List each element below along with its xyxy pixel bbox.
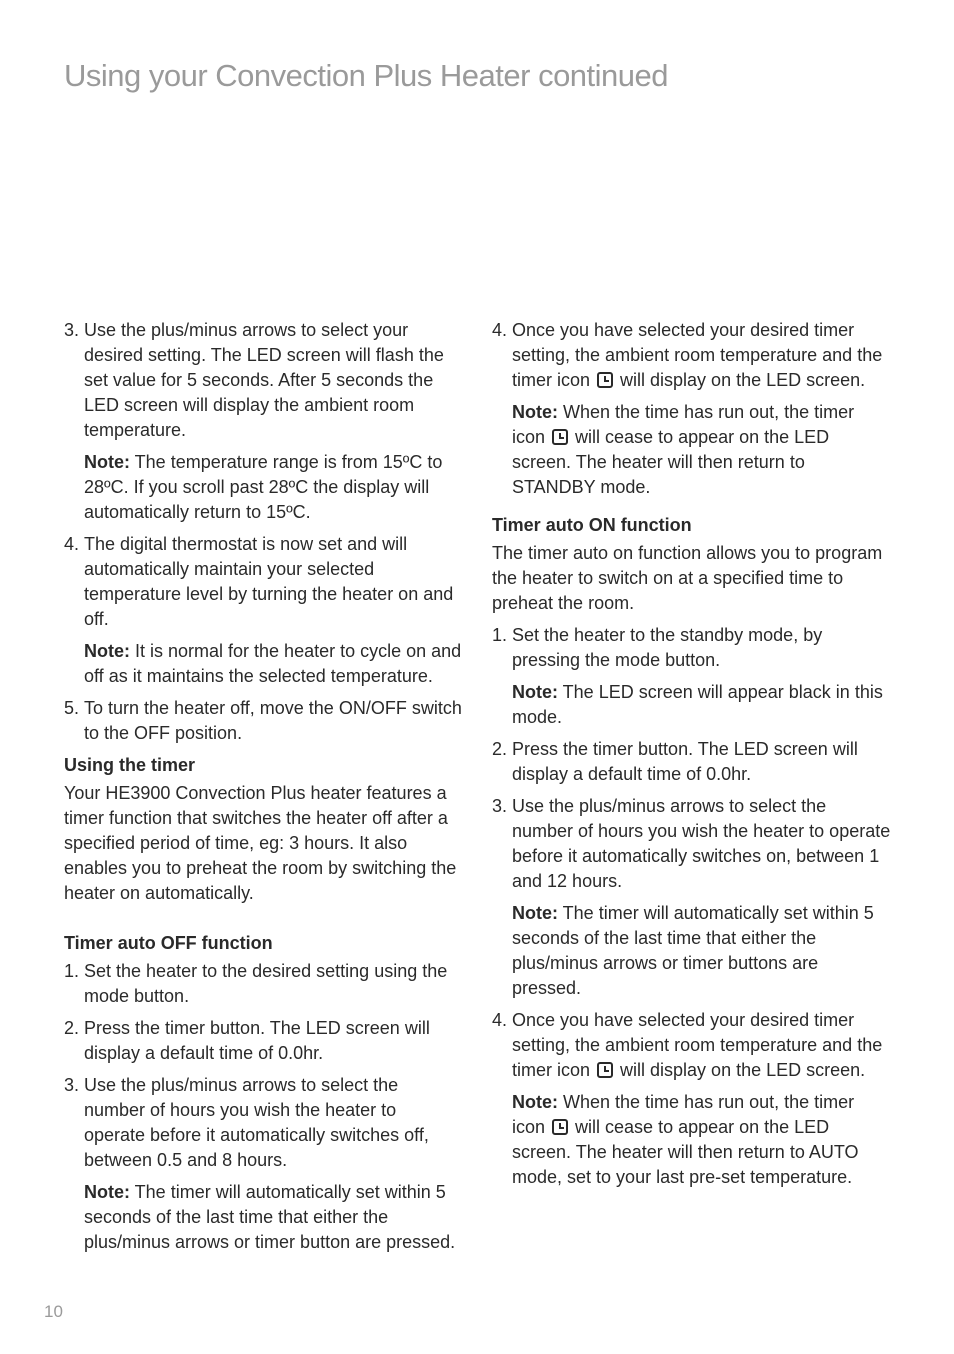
list-item bbox=[64, 696, 462, 746]
item-text: Once you have selected your desired timer setting, the ambient room temperature and the timer icon will display on the LED screen. bbox=[512, 320, 883, 390]
note: Note: When the time has run out, the timer icon will cease to appear on the LED screen. The heater will then return to AUTO mode, set to your last pre-set temperature. bbox=[512, 1092, 859, 1187]
item-text: Press the timer button. The LED screen will display a default time of 0.0hr. bbox=[84, 1018, 430, 1063]
list-item bbox=[492, 794, 892, 894]
item-text: Use the plus/minus arrows to select your desired setting. The LED screen will flash the set value for 5 seconds. After 5 seconds the LED screen will display the ambient room temperature. bbox=[84, 320, 444, 440]
note-text: The timer will automatically set within 5 seconds of the last time that either the plus/minus arrows or timer button are pressed. bbox=[84, 1182, 456, 1252]
note-label: Note: bbox=[512, 682, 558, 702]
list-item bbox=[64, 1016, 462, 1066]
note-text: The temperature range is from 15ºC to 28ºC. If you scroll past 28ºC the display will automatically return to 15ºC. bbox=[84, 452, 443, 522]
item-text: Use the plus/minus arrows to select the number of hours you wish the heater to operate before it automatically switches off, between 0.5 and 8 hours. bbox=[84, 1075, 429, 1170]
list-item bbox=[64, 959, 462, 1009]
note-label: Note: bbox=[84, 452, 130, 472]
clock-icon bbox=[597, 372, 613, 388]
item-number: 1. bbox=[492, 625, 508, 645]
item-number: 4. bbox=[492, 320, 508, 340]
note: Note: When the time has run out, the timer icon will cease to appear on the LED screen. The heater will then return to STANDBY mode. bbox=[512, 402, 855, 497]
note-label: Note: bbox=[84, 1182, 130, 1202]
paragraph: Your HE3900 Convection Plus heater features a timer function that switches the heater off after a specified period of time, eg: 3 hours. It also enables you to preheat the room by switching the heater on automatically. bbox=[64, 783, 457, 903]
item-number: 1. bbox=[64, 961, 80, 981]
section-heading-using-timer: Using the timer bbox=[64, 755, 196, 775]
note-label: Note: bbox=[512, 402, 558, 422]
list-item bbox=[492, 623, 892, 673]
list-item bbox=[64, 318, 462, 443]
list-item bbox=[64, 532, 462, 632]
list-item bbox=[64, 1073, 462, 1173]
note-text: The timer will automatically set within 5 seconds of the last time that either the plus/minus arrows or timer buttons are pressed. bbox=[512, 903, 874, 998]
clock-icon bbox=[597, 1062, 613, 1078]
note-text: The LED screen will appear black in this mode. bbox=[512, 682, 883, 727]
list-item bbox=[492, 318, 892, 393]
item-text: The digital thermostat is now set and will automatically maintain your selected temperature level by turning the heater on and off. bbox=[84, 534, 454, 629]
note-label: Note: bbox=[512, 903, 558, 923]
item-text: Set the heater to the standby mode, by pressing the mode button. bbox=[512, 625, 823, 670]
section-heading-auto-on: Timer auto ON function bbox=[492, 515, 692, 535]
note-label: Note: bbox=[84, 641, 130, 661]
note bbox=[512, 680, 892, 730]
item-text: Set the heater to the desired setting using the mode button. bbox=[84, 961, 448, 1006]
item-number: 2. bbox=[492, 739, 508, 759]
item-number: 3. bbox=[64, 320, 80, 340]
clock-icon bbox=[552, 429, 568, 445]
note-label: Note: bbox=[512, 1092, 558, 1112]
paragraph: The timer auto on function allows you to program the heater to switch on at a specified time to preheat the room. bbox=[492, 543, 883, 613]
clock-icon bbox=[552, 1119, 568, 1135]
list-item bbox=[492, 1008, 892, 1083]
note bbox=[84, 1180, 462, 1255]
left-column bbox=[64, 318, 462, 1262]
list-item bbox=[492, 737, 892, 787]
note-text: It is normal for the heater to cycle on and off as it maintains the selected temperature. bbox=[84, 641, 462, 686]
item-number: 4. bbox=[64, 534, 80, 554]
item-number: 5. bbox=[64, 698, 80, 718]
item-number: 3. bbox=[492, 796, 508, 816]
item-number: 4. bbox=[492, 1010, 508, 1030]
item-text: Press the timer button. The LED screen will display a default time of 0.0hr. bbox=[512, 739, 858, 784]
section-heading-auto-off: Timer auto OFF function bbox=[64, 933, 273, 953]
right-column bbox=[492, 318, 892, 1197]
page-number: 10 bbox=[44, 1302, 63, 1321]
item-text: Use the plus/minus arrows to select the number of hours you wish the heater to operate before it automatically switches on, between 1 and 12 hours. bbox=[512, 796, 891, 891]
item-number: 3. bbox=[64, 1075, 80, 1095]
note bbox=[512, 901, 892, 1001]
note bbox=[84, 639, 462, 689]
item-text: To turn the heater off, move the ON/OFF switch to the OFF position. bbox=[84, 698, 462, 743]
item-number: 2. bbox=[64, 1018, 80, 1038]
page-title: Using your Convection Plus Heater continued bbox=[64, 58, 669, 93]
note bbox=[84, 450, 462, 525]
item-text: Once you have selected your desired timer setting, the ambient room temperature and the timer icon will display on the LED screen. bbox=[512, 1010, 883, 1080]
